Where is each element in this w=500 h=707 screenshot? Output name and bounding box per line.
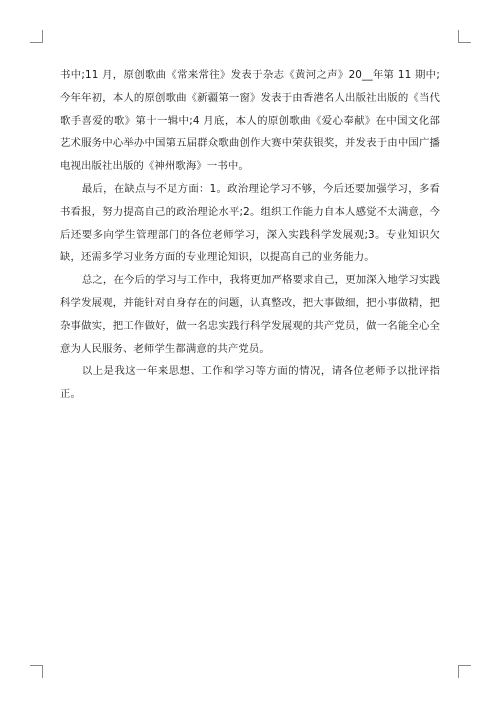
crop-mark-bottom-right: [458, 665, 471, 678]
paragraph-3: 总之，在今后的学习与工作中，我将更加严格要求自己，更加深入地学习实践科学发展观，并能针对自身存在的问题，认真整改，把大事做细，把小事做精，把杂事做实，把工作做好，做一名忠实践行科学发展观的共产党员，做一名能全心全意为人民服务、老师学生都满意的共产党员。: [60, 274, 440, 355]
paragraph-4: 以上是我这一年来思想、工作和学习等方面的情况，请各位老师予以批评指正。: [60, 365, 440, 401]
document-body: [60, 64, 440, 406]
crop-mark-top-left: [30, 30, 43, 43]
crop-mark-top-right: [458, 30, 471, 43]
paragraph-1: 书中;11 月，原创歌曲《常来常往》发表于杂志《黄河之声》20__年第 11 期中;今年年初，本人的原创歌曲《新疆第一窗》发表于由香港名人出版社出版的《当代歌手喜爱的歌》第十一辑中;4 月底，本人的原创歌曲《爱心奉献》在中国文化部艺术服务中心举办中国第五届群众歌曲创作大赛中荣获银奖，并发表于由中国广播电视出版社出版的《神州歌海》一书中。: [60, 69, 440, 173]
paragraph-2: 最后，在缺点与不足方面：1。政治理论学习不够，今后还要加强学习，多看书看报，努力提高自己的政治理论水平;2。组织工作能力自本人感觉不太满意，今后还要多向学生管理部门的各位老师学习，深入实践科学发展观;3。专业知识欠缺，还需多学习业务方面的专业理论知识，以提高自己的业务能力。: [60, 182, 440, 264]
crop-mark-bottom-left: [30, 665, 43, 678]
